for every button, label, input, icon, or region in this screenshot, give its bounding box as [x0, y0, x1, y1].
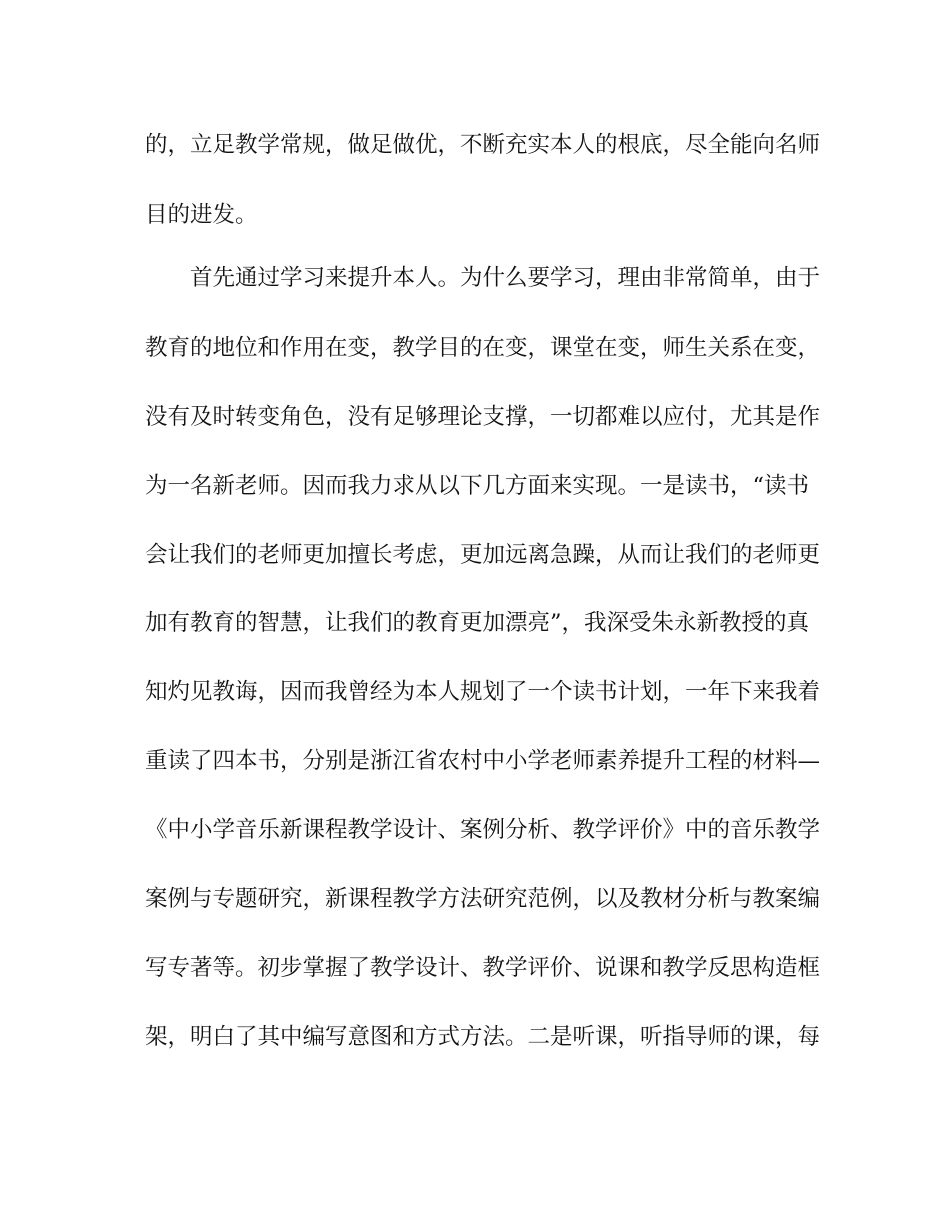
text-line: 教育的地位和作用在变，教学目的在变，课堂在变，师生关系在变， [145, 335, 821, 361]
text-line: 目的进发。 [145, 202, 258, 228]
text-line: 的，立足教学常规，做足做优，不断充实本人的根底，尽全能向名师 [145, 132, 821, 158]
text-line: 案例与专题研究，新课程教学方法研究范例，以及教材分析与教案编 [145, 886, 821, 912]
text-line: 没有及时转变角色，没有足够理论支撑，一切都难以应付，尤其是作 [145, 404, 821, 430]
text-line: 重读了四本书，分别是浙江省农村中小学老师素养提升工程的材料— [145, 748, 821, 774]
text-line: 为一名新老师。因而我力求从以下几方面来实现。一是读书，“读书 [145, 473, 810, 499]
text-line: 会让我们的老师更加擅长考虑，更加远离急躁，从而让我们的老师更 [145, 542, 821, 568]
text-line: 加有教育的智慧，让我们的教育更加漂亮”，我深受朱永新教授的真 [145, 610, 810, 636]
text-line: 知灼见教诲，因而我曾经为本人规划了一个读书计划，一年下来我着 [145, 679, 821, 705]
text-line: 写专著等。初步掌握了教学设计、教学评价、说课和教学反思构造框 [145, 955, 821, 981]
text-line: 架，明白了其中编写意图和方式方法。二是听课，听指导师的课，每 [145, 1024, 821, 1050]
text-line: 《中小学音乐新课程教学设计、案例分析、教学评价》中的音乐教学 [145, 817, 821, 843]
paragraph-first-line: 首先通过学习来提升本人。为什么要学习，理由非常简单，由于 [190, 265, 821, 291]
